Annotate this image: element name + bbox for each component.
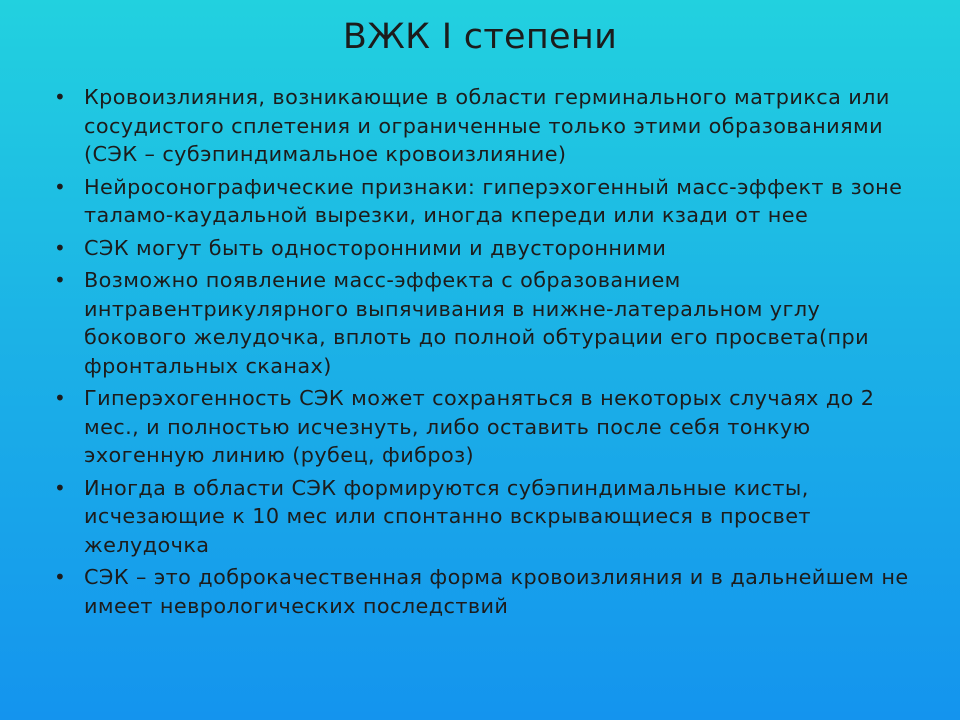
bullet-marker: • — [54, 235, 67, 260]
bullet-text: Кровоизлияния, возникающие в области герминального матрикса или сосудистого сплетения и ограниченные только этими образованиями (СЭК – субэпиндимальное кровоизлияние) — [84, 85, 890, 166]
bullet-text: СЭК – это доброкачественная форма кровоизлияния и в дальнейшем не имеет неврологических последствий — [84, 565, 909, 618]
bullet-item — [54, 83, 924, 169]
bullet-text: Возможно появление масс-эффекта с образованием интравентрикулярного выпячивания в нижне-латеральном углу бокового желудочка, вплоть до полной обтурации его просвета(при фронтальных сканах) — [84, 268, 870, 378]
bullet-marker: • — [54, 386, 67, 410]
bullet-text: Иногда в области СЭК формируются субэпиндимальные кисты, исчезающие к 10 мес или спонтанно вскрывающиеся в просвет желудочка — [84, 475, 811, 557]
bullet-marker: • — [54, 565, 67, 589]
bullet-marker: • — [54, 174, 67, 199]
slide-title: ВЖК I степени — [342, 17, 618, 57]
bullet-marker: • — [54, 268, 67, 292]
bullet-item — [54, 563, 924, 620]
bullet-marker: • — [54, 85, 67, 109]
bullet-item — [54, 234, 924, 263]
bullet-text: Нейросонографические признаки: гиперэхогенный масс-эффект в зоне таламо-каудальной вырезки, иногда кпереди или кзади от нее — [84, 174, 903, 227]
bullet-text: Гиперэхогенность СЭК может сохраняться в некоторых случаях до 2 мес., и полностью исчезнуть, либо оставить после себя тонкую эхогенную линию (рубец, фиброз) — [84, 386, 875, 467]
bullet-item — [54, 173, 924, 230]
bullet-text: СЭК могут быть односторонними и двусторонними — [84, 235, 667, 260]
bullet-item — [54, 384, 924, 470]
bullet-item — [54, 266, 924, 380]
bullet-item — [54, 474, 924, 560]
bullet-marker: • — [54, 475, 67, 500]
bullet-list — [54, 83, 924, 624]
